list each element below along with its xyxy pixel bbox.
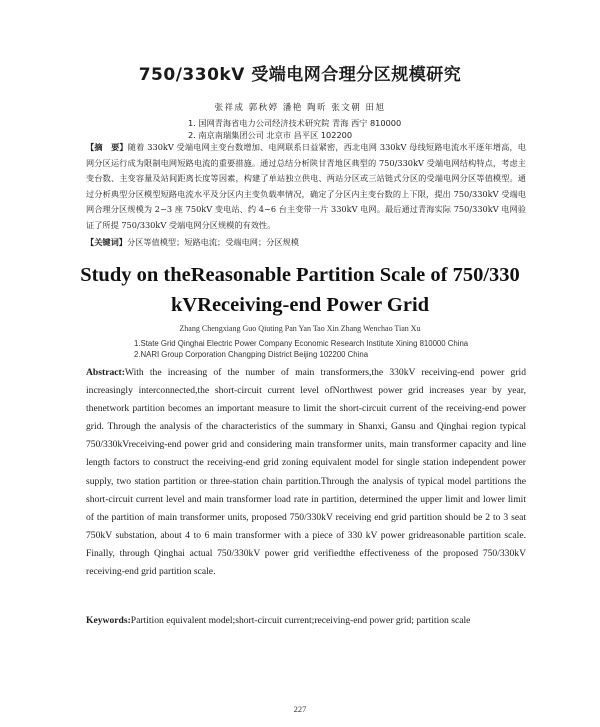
chinese-abstract-text: 随着 330kV 受端电网主变台数增加、电网联系日益紧密，西北电网 330kV 母线短路电流水平逐年增高，电网分区运行成为限制电网短路电流的重要措施。通过总结分析陕甘青地区典型的 750/330kV 受端电网结构特点，考虑主变台数、主变容量及站间距离长度等因素，构建了单站独立供电、两站分区或三站链式分区的受端电网分区等值模型。通过分析典型分区模型短路电流水平及分区内主变负载率情况，确定了分区内主变台数的上下限，提出 750/330kV 受端电网合理分区规模为 2~3 座 750kV 变电站、约 4~6 台主变带一片 330kV 电网。最后通过青海实际 750/330kV 电网验证了所提 750/330kV 受端电网分区规模的有效性。 — [86, 142, 526, 230]
english-keywords — [86, 612, 526, 630]
chinese-keywords — [86, 237, 526, 248]
english-abstract — [86, 364, 526, 581]
chinese-abstract — [86, 140, 526, 234]
english-affiliation-2: 2.NARI Group Corporation Changping District Beijing 102200 China — [134, 350, 369, 359]
chinese-affiliation-2: 2. 南京南瑞集团公司 北京市 昌平区 102200 — [188, 130, 353, 140]
english-abstract-text: With the increasing of the number of main transformers,the 330kV receiving-end power grid increasingly interconnected,the short-circuit current level ofNorthwest power grid increases year by year, thenetwork partition becomes an important measure to limit the short-circuit current of the receiving-end power grid. Through the analysis of the characteristics of the summary in Shanxi, Gansu and Qinghai region typical 750/330kVreceiving-end power grid and considering main transformer units, main transformer capacity and line length factors to construct the receiving-end grid zoning equivalent model for single station independent power supply, two station partition or three-station chain partition.Through the analysis of typical model partitions the short-circuit current level and main transformer load rate in partition, determined the upper limit and lower limit of the partition of main transformer units, proposed 750/330kV receiving end grid partition should be 2 to 3 seat 750kV substation, about 4 to 6 main transformer with a piece of 330 kV power gridreasonable partition scale. Finally, through Qinghai actual 750/330kV power grid verifiedthe effectiveness of the proposed 750/330kV receiving-end grid partition scale. — [86, 367, 526, 578]
english-title — [0, 260, 600, 320]
english-keywords-label: Keywords: — [86, 615, 131, 626]
chinese-affiliation-1: 1. 国网青海省电力公司经济技术研究院 青海 西宁 810000 — [188, 118, 402, 128]
chinese-keywords-label: 【关键词】 — [86, 237, 127, 247]
english-abstract-label: Abstract: — [86, 367, 125, 378]
chinese-keywords-text: 分区等值模型；短路电流；受端电网；分区规模 — [126, 237, 299, 247]
page-number: 227 — [293, 704, 307, 714]
chinese-abstract-label: 【摘 要】 — [86, 142, 128, 152]
english-keywords-text: Partition equivalent model;short-circuit current;receiving-end power grid; partition scale — [130, 615, 471, 626]
chinese-title: 750/330kV 受端电网合理分区规模研究 — [138, 65, 462, 85]
english-title-line-1: Study on theReasonable Partition Scale of 750/330 — [80, 264, 520, 286]
chinese-authors: 张祥成 郭秋婷 潘艳 陶昕 张文朝 田旭 — [214, 103, 386, 113]
english-authors: Zhang Chengxiang Guo Qiuting Pan Yan Tao Xin Zhang Wenchao Tian Xu — [179, 324, 421, 333]
english-title-line-2: kVReceiving-end Power Grid — [170, 294, 430, 316]
english-affiliation-1: 1.State Grid Qinghai Electric Power Company Economic Research Institute Xining 810000 China — [134, 339, 469, 348]
